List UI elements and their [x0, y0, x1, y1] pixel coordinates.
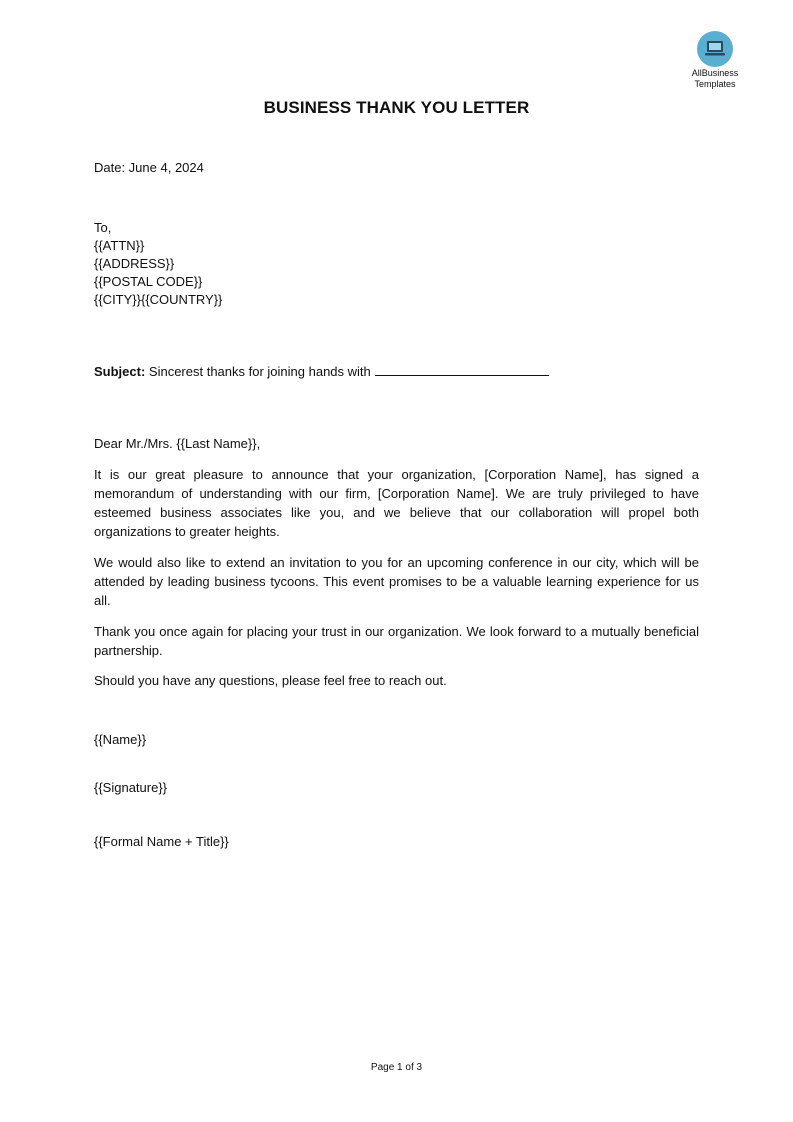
letter-date: Date: June 4, 2024 — [94, 160, 204, 175]
subject-line — [94, 363, 549, 379]
logo-text-line1: AllBusiness — [691, 68, 739, 78]
recipient-postal-code: {{POSTAL CODE}} — [94, 274, 203, 289]
subject-text: Sincerest thanks for joining hands with — [145, 364, 371, 379]
recipient-to: To, — [94, 220, 112, 235]
subject-blank-line — [375, 363, 549, 376]
closing-formal-name-title: {{Formal Name + Title}} — [94, 834, 229, 849]
body-paragraph-4: Should you have any questions, please feel free to reach out. — [94, 673, 447, 688]
recipient-attn: {{ATTN}} — [94, 238, 145, 253]
body-paragraph-3: Thank you once again for placing your trust in our organization. We look forward to a mutually beneficial partnership. — [94, 624, 699, 658]
logo-text-line2: Templates — [694, 79, 736, 89]
recipient-city-country: {{CITY}}{{COUNTRY}} — [94, 292, 223, 307]
recipient-address: {{ADDRESS}} — [94, 256, 175, 271]
closing-name: {{Name}} — [94, 732, 147, 747]
salutation: Dear Mr./Mrs. {{Last Name}}, — [94, 436, 261, 451]
body-paragraph-2: We would also like to extend an invitation to you for an upcoming conference in our city, which will be attended by leading business tycoons. This event promises to be a valuable learning experience for us all. — [94, 555, 699, 608]
subject-label: Subject: — [94, 364, 146, 379]
body-paragraph-1: It is our great pleasure to announce that your organization, [Corporation Name], has signed a memorandum of understanding with our firm, [Corporation Name]. We are truly privileged to have esteemed business associates like you, and we believe that our collaboration will propel both organizations to greater heights. — [94, 467, 699, 539]
document-title: BUSINESS THANK YOU LETTER — [263, 98, 530, 117]
page-number: Page 1 of 3 — [370, 1062, 423, 1073]
allbusiness-logo — [684, 31, 746, 89]
closing-signature: {{Signature}} — [94, 780, 168, 795]
laptop-icon — [697, 31, 733, 67]
